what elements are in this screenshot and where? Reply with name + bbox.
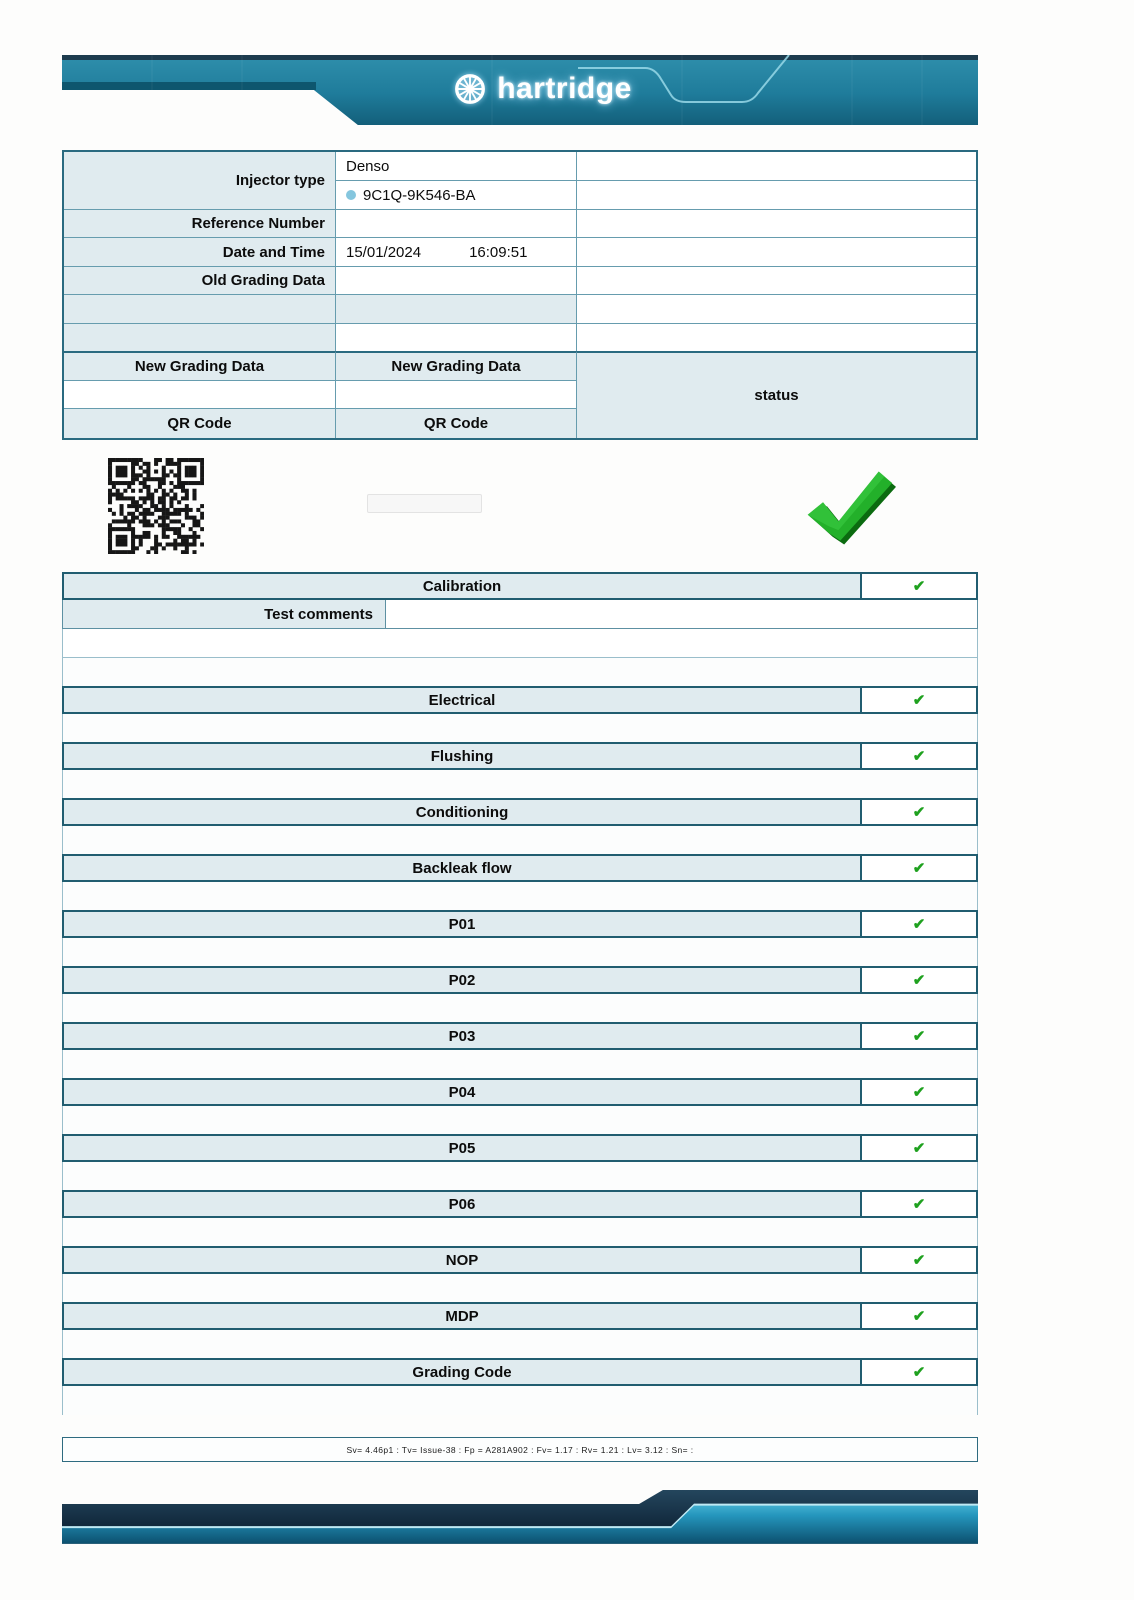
check-icon: ✔ (912, 691, 926, 709)
qr-code-image (108, 458, 204, 554)
check-icon: ✔ (912, 1139, 926, 1157)
test-comments-value (386, 600, 977, 628)
section-label: Grading Code (64, 1360, 862, 1384)
spacer-row (62, 994, 978, 1023)
spacer-row (62, 1330, 978, 1359)
section-label: P04 (64, 1080, 862, 1104)
spacer-row (62, 1050, 978, 1079)
brand-name: hartridge (497, 72, 632, 105)
results-table (62, 573, 978, 1415)
spacer-row (62, 826, 978, 855)
section-row (62, 742, 978, 770)
section-row (62, 910, 978, 938)
injector-code-value: 9C1Q-9K546-BA (363, 186, 476, 204)
section-status-cell (862, 1360, 976, 1384)
empty-field-placeholder (367, 494, 482, 513)
section-status-cell (862, 968, 976, 992)
empty-cell (577, 210, 976, 238)
datetime-value-cell (336, 238, 577, 267)
section-label: Flushing (64, 744, 862, 768)
footer-banner (62, 1490, 978, 1546)
empty-cell (577, 152, 976, 181)
section-row (62, 854, 978, 882)
wheel-icon (452, 71, 488, 107)
spacer-row (62, 1162, 978, 1191)
section-row (62, 1246, 978, 1274)
overall-pass-check-icon (800, 468, 896, 548)
section-status-cell (862, 1024, 976, 1048)
check-icon: ✔ (912, 915, 926, 933)
check-icon: ✔ (912, 1195, 926, 1213)
status-header-cell: status (577, 351, 976, 438)
section-row (62, 966, 978, 994)
time-value: 16:09:51 (469, 243, 528, 261)
section-status-cell (862, 574, 976, 598)
section-label: P01 (64, 912, 862, 936)
section-row (62, 686, 978, 714)
check-icon: ✔ (912, 577, 926, 595)
injector-make-value: Denso (336, 152, 577, 181)
sections-slot (62, 658, 978, 1415)
test-comments-label: Test comments (63, 600, 386, 628)
section-label: P06 (64, 1192, 862, 1216)
section-label: P02 (64, 968, 862, 992)
injector-code-cell (336, 181, 577, 210)
empty-cell (64, 381, 336, 409)
section-status-cell (862, 856, 976, 880)
section-status-cell (862, 912, 976, 936)
empty-cell (577, 181, 976, 210)
test-comments-area (62, 629, 978, 658)
new-grading-label-mid: New Grading Data (336, 351, 577, 381)
spacer-row (62, 1106, 978, 1135)
section-label: Conditioning (64, 800, 862, 824)
test-comments-row (62, 600, 978, 629)
empty-cell (577, 295, 976, 324)
injector-type-label: Injector type (64, 152, 336, 210)
date-value: 15/01/2024 (346, 243, 422, 261)
spacer-row (62, 938, 978, 967)
section-label: MDP (64, 1304, 862, 1328)
section-row (62, 1358, 978, 1386)
check-icon: ✔ (912, 971, 926, 989)
injector-info-table (62, 150, 978, 440)
section-row (62, 1022, 978, 1050)
section-status-cell (862, 1304, 976, 1328)
calibration-slot (62, 572, 978, 600)
spacer-row (62, 658, 978, 687)
section-label: P05 (64, 1136, 862, 1160)
brand-logo (392, 66, 692, 112)
section-status-cell (862, 688, 976, 712)
check-icon: ✔ (912, 747, 926, 765)
empty-cell (577, 238, 976, 267)
version-info-text: Sv= 4.46p1 : Tv= Issue-38 : Fp = A281A902 : Fv= 1.17 : Rv= 1.21 : Lv= 3.12 : Sn= : (346, 1444, 694, 1455)
reference-number-value (336, 210, 577, 238)
section-status-cell (862, 1248, 976, 1272)
old-grading-label: Old Grading Data (64, 267, 336, 295)
empty-cell (336, 381, 577, 409)
empty-cell (336, 324, 577, 352)
empty-cell (64, 324, 336, 352)
empty-cell (577, 267, 976, 295)
section-label: NOP (64, 1248, 862, 1272)
spacer-row (62, 1218, 978, 1247)
section-row (62, 1190, 978, 1218)
section-row (62, 1078, 978, 1106)
spacer-row (62, 1386, 978, 1415)
section-row (62, 798, 978, 826)
new-grading-label-left: New Grading Data (64, 351, 336, 381)
section-status-cell (862, 1080, 976, 1104)
check-icon: ✔ (912, 1251, 926, 1269)
section-label: Electrical (64, 688, 862, 712)
version-info-box (62, 1437, 978, 1462)
qr-code-label-left: QR Code (64, 409, 336, 438)
datetime-label: Date and Time (64, 238, 336, 267)
bullet-dot-icon (346, 190, 356, 200)
check-icon: ✔ (912, 803, 926, 821)
old-grading-value (336, 267, 577, 295)
check-icon: ✔ (912, 1083, 926, 1101)
spacer-row (62, 882, 978, 911)
section-status-cell (862, 1192, 976, 1216)
check-icon: ✔ (912, 1363, 926, 1381)
qr-code-label-mid: QR Code (336, 409, 577, 438)
section-status-cell (862, 1136, 976, 1160)
section-status-cell (862, 744, 976, 768)
section-row (62, 1134, 978, 1162)
section-label: Backleak flow (64, 856, 862, 880)
section-row (62, 572, 978, 600)
check-icon: ✔ (912, 1307, 926, 1325)
section-label: P03 (64, 1024, 862, 1048)
empty-cell (577, 324, 976, 352)
empty-cell (64, 295, 336, 324)
check-icon: ✔ (912, 1027, 926, 1045)
check-icon: ✔ (912, 859, 926, 877)
spacer-row (62, 770, 978, 799)
spacer-row (62, 1274, 978, 1303)
spacer-row (62, 714, 978, 743)
section-status-cell (862, 800, 976, 824)
section-row (62, 1302, 978, 1330)
header-banner (62, 55, 978, 125)
reference-number-label: Reference Number (64, 210, 336, 238)
section-label: Calibration (64, 574, 862, 598)
empty-cell (336, 295, 577, 324)
